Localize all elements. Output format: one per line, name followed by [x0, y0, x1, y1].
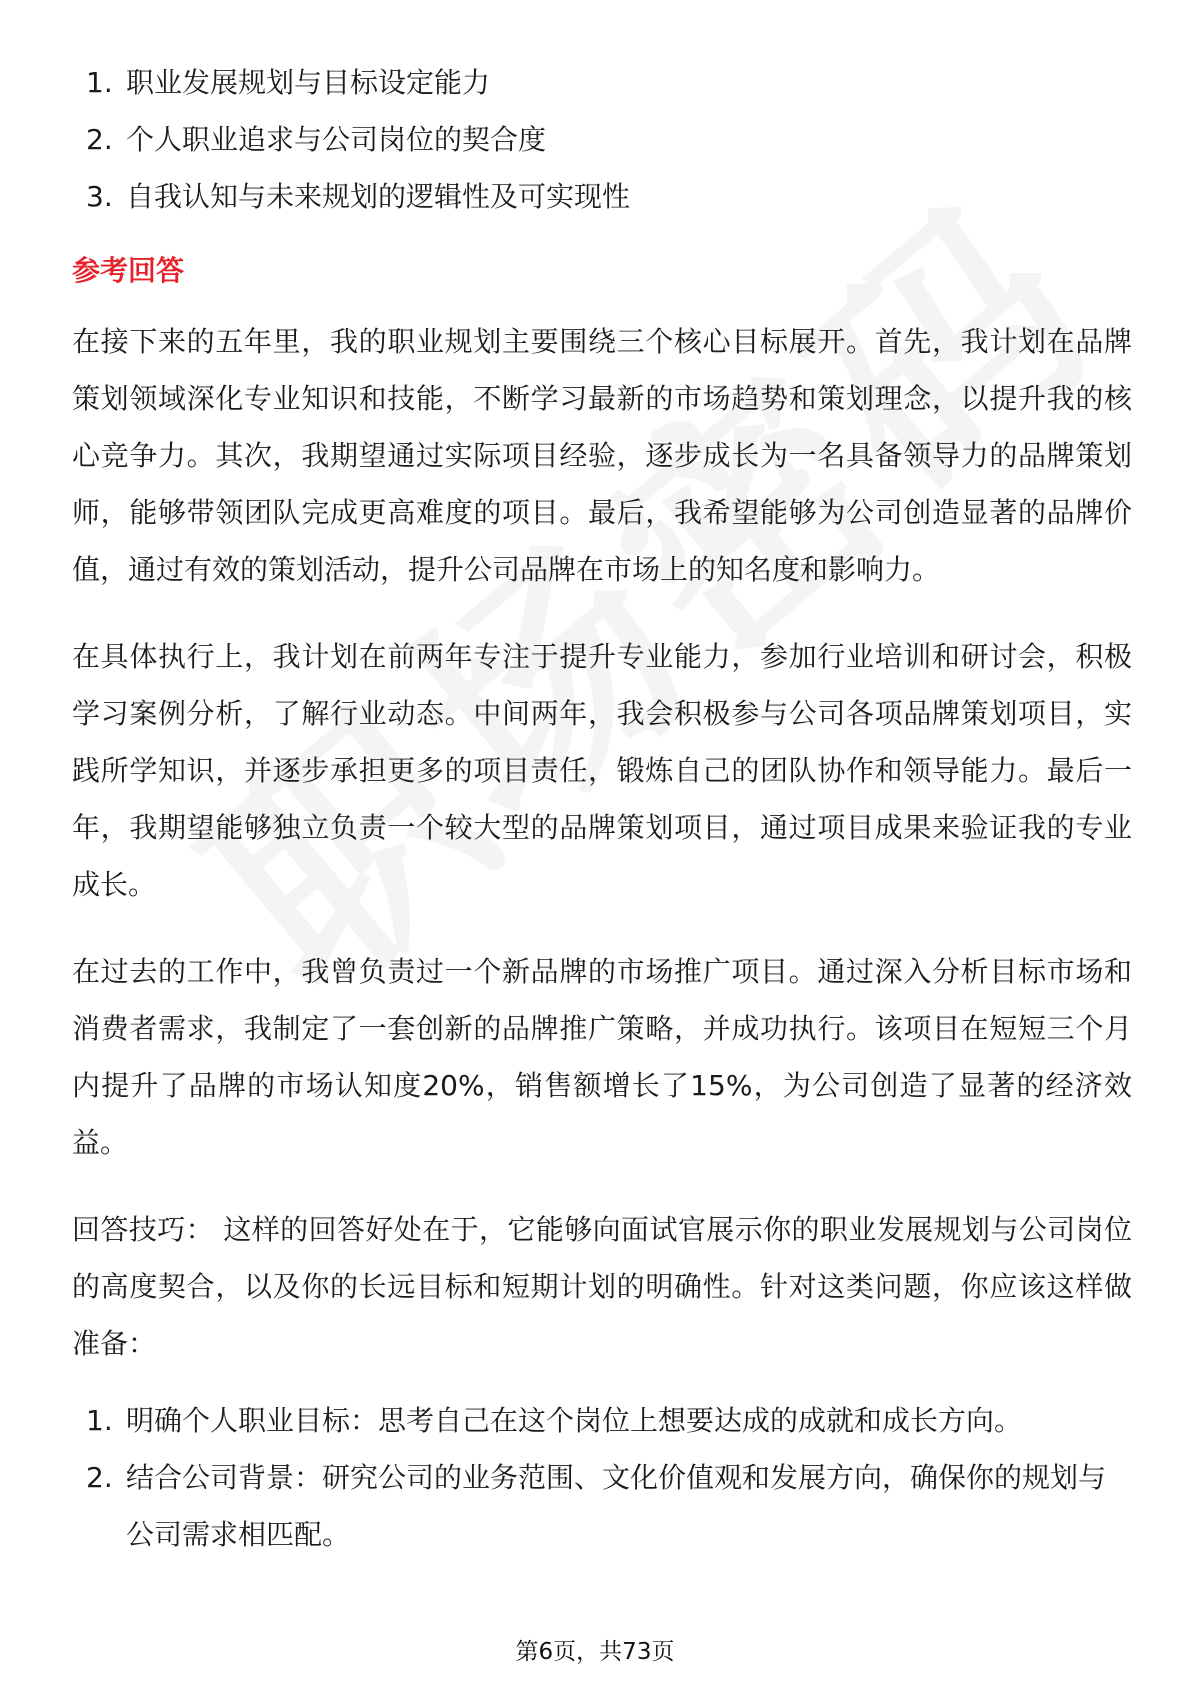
list-item: [72, 168, 1132, 225]
list-number: 2.: [86, 1461, 113, 1494]
answer-tips-paragraph: 回答技巧： 这样的回答好处在于，它能够向面试官展示你的职业发展规划与公司岗位的高度契合，以及你的长远目标和短期计划的明确性。针对这类问题，你应该这样做准备：: [72, 1213, 1132, 1360]
reference-answer-heading: 参考回答: [72, 254, 185, 287]
page-content: [72, 54, 1132, 1563]
paragraph: 在具体执行上，我计划在前两年专注于提升专业能力，参加行业培训和研讨会，积极学习案例分析，了解行业动态。中间两年，我会积极参与公司各项品牌策划项目，实践所学知识，并逐步承担更多的项目责任，锻炼自己的团队协作和领导能力。最后一年，我期望能够独立负责一个较大型的品牌策划项目，通过项目成果来验证我的专业成长。: [72, 640, 1132, 901]
list-number: 3.: [86, 180, 113, 213]
criteria-list: [72, 54, 1132, 225]
list-number: 1.: [86, 66, 113, 99]
list-item: [72, 1449, 1132, 1563]
list-number: 1.: [86, 1404, 113, 1437]
list-text: 个人职业追求与公司岗位的契合度: [126, 123, 547, 156]
page-number-footer: 第6页，共73页: [515, 1639, 675, 1665]
list-number: 2.: [86, 123, 113, 156]
list-text: 结合公司背景：研究公司的业务范围、文化价值观和发展方向，确保你的规划与公司需求相匹配。: [126, 1461, 1107, 1551]
list-item: [72, 111, 1132, 168]
paragraph: 在接下来的五年里，我的职业规划主要围绕三个核心目标展开。首先，我计划在品牌策划领域深化专业知识和技能，不断学习最新的市场趋势和策划理念，以提升我的核心竞争力。其次，我期望通过实际项目经验，逐步成长为一名具备领导力的品牌策划师，能够带领团队完成更高难度的项目。最后，我希望能够为公司创造显著的品牌价值，通过有效的策划活动，提升公司品牌在市场上的知名度和影响力。: [72, 325, 1132, 586]
list-text: 职业发展规划与目标设定能力: [126, 66, 491, 99]
tips-list: [72, 1392, 1132, 1563]
paragraph: 在过去的工作中，我曾负责过一个新品牌的市场推广项目。通过深入分析目标市场和消费者需求，我制定了一套创新的品牌推广策略，并成功执行。该项目在短短三个月内提升了品牌的市场认知度20%，销售额增长了15%，为公司创造了显著的经济效益。: [72, 955, 1132, 1159]
list-text: 明确个人职业目标：思考自己在这个岗位上想要达成的成就和成长方向。: [126, 1404, 1023, 1437]
list-item: [72, 54, 1132, 111]
list-item: [72, 1392, 1132, 1449]
list-text: 自我认知与未来规划的逻辑性及可实现性: [126, 180, 631, 213]
